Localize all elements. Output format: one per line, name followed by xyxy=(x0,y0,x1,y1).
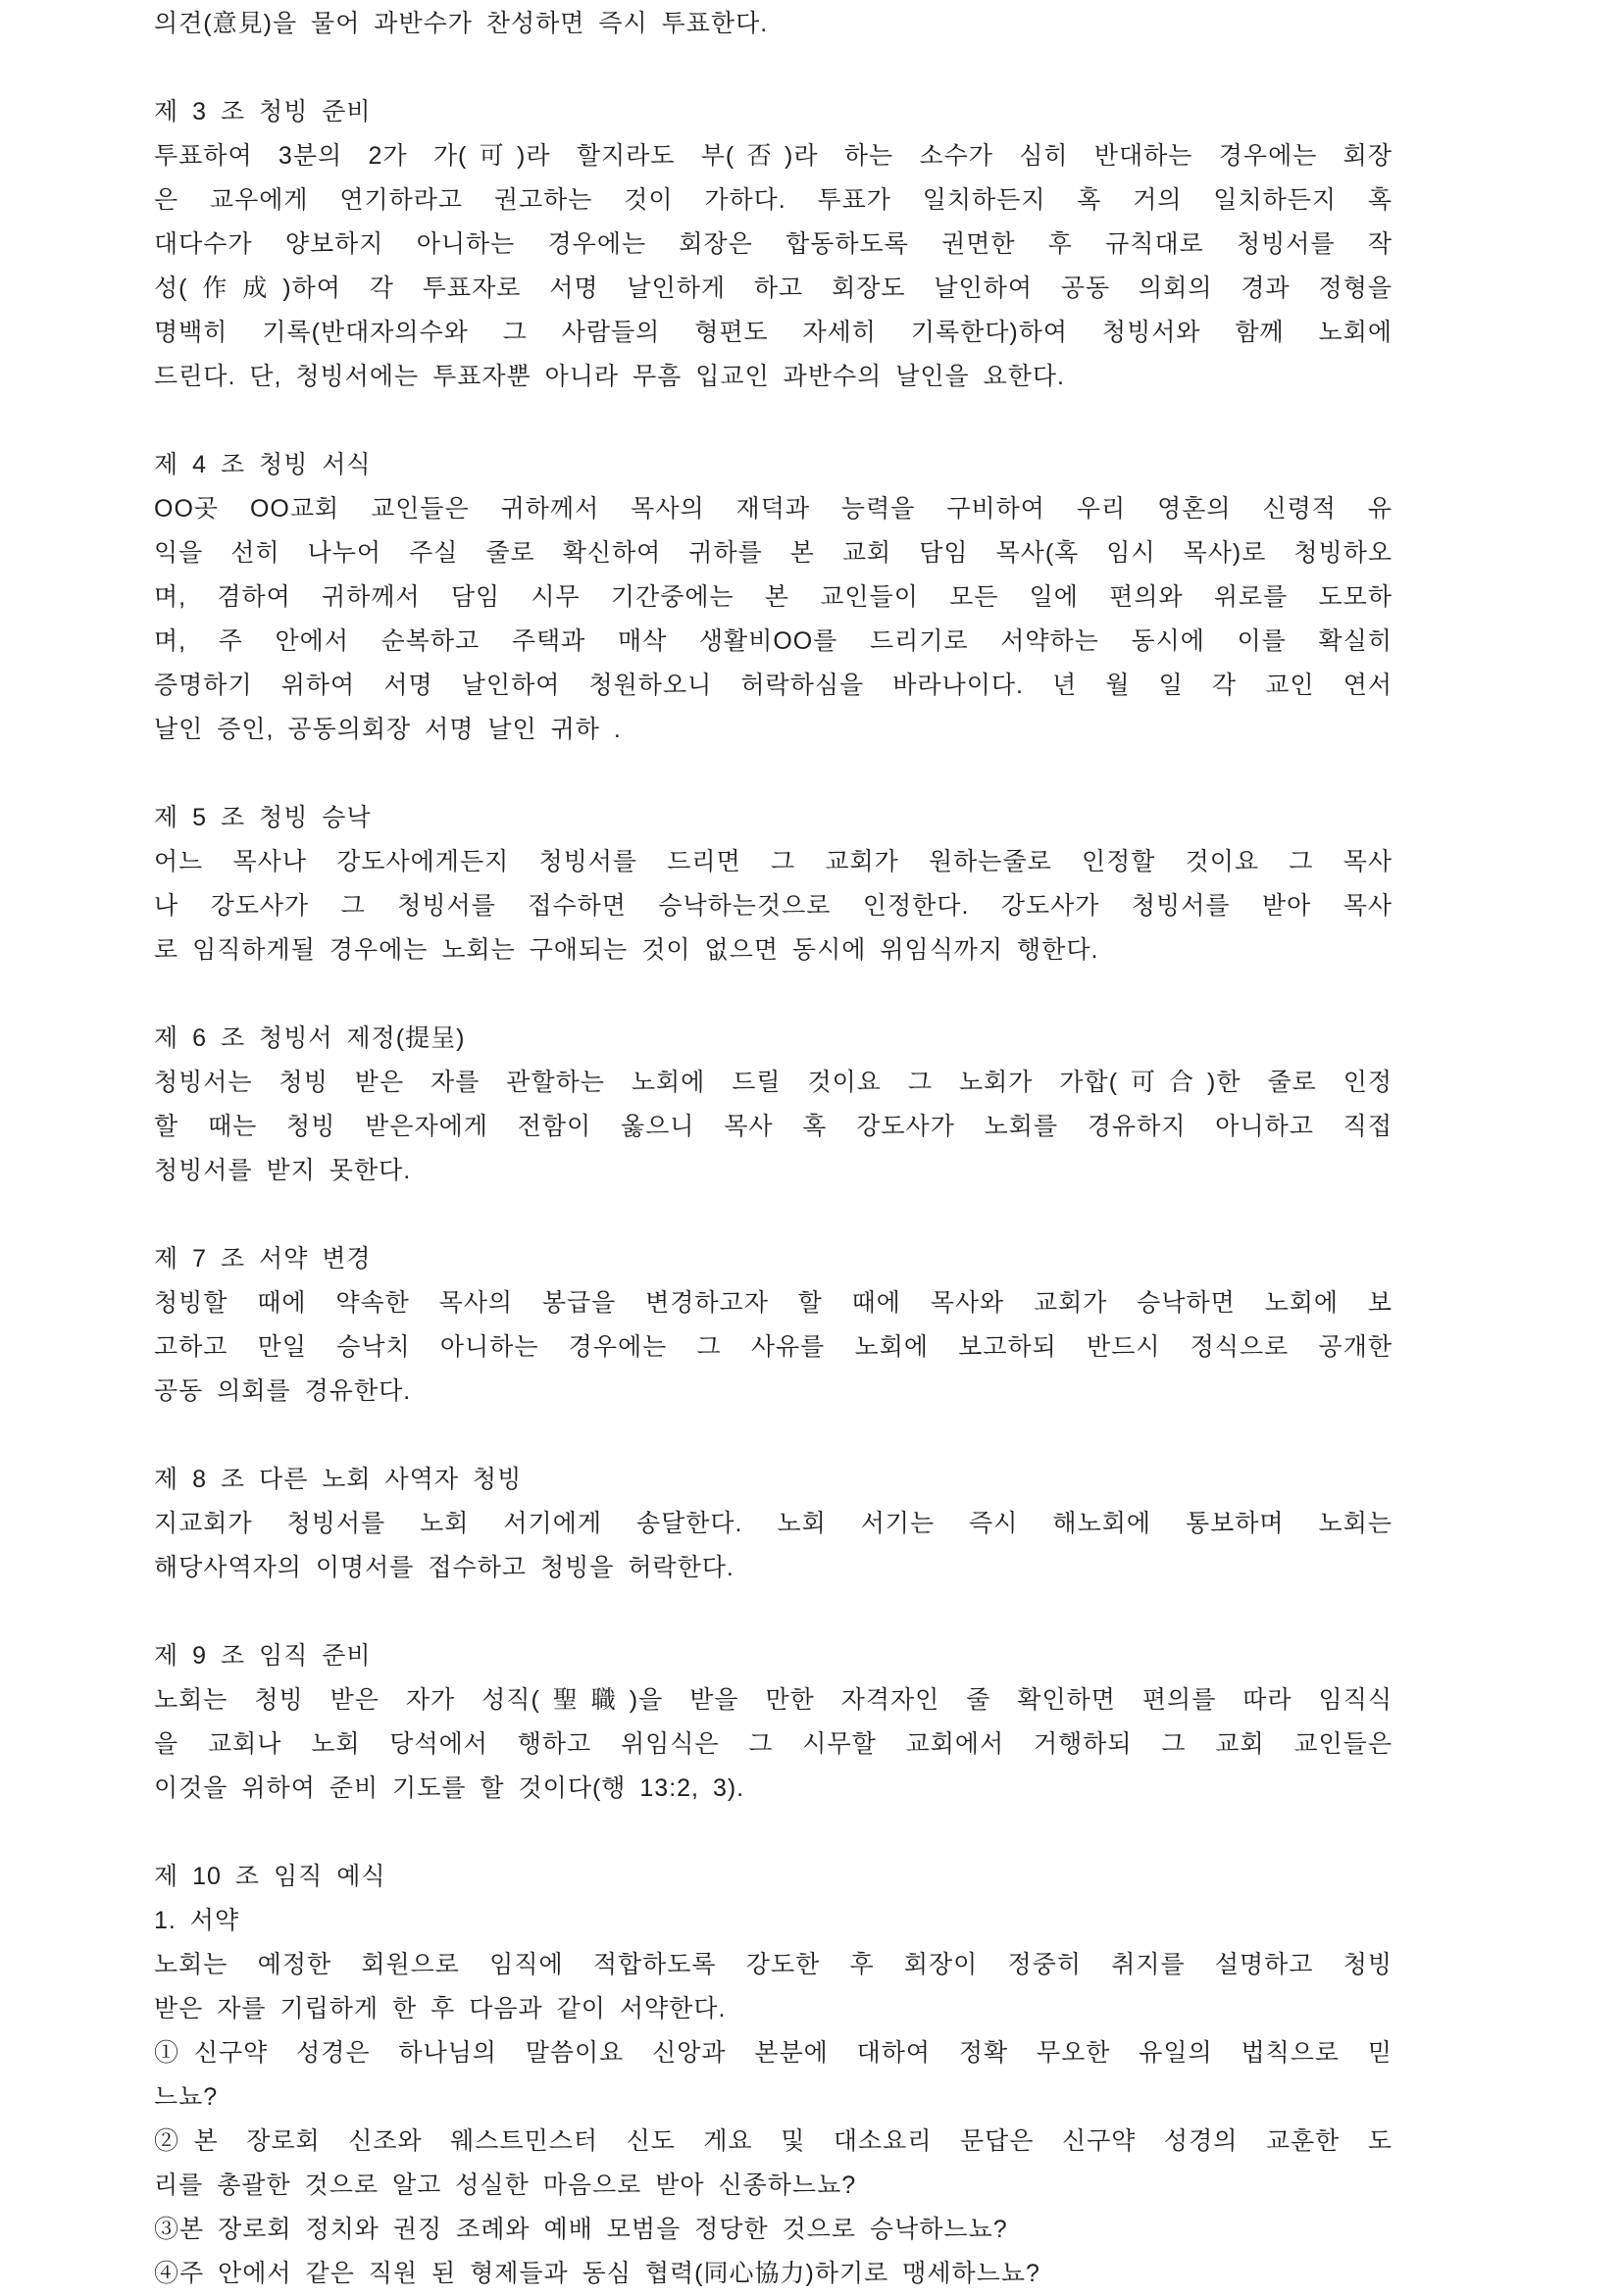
text-line: 청빙할 때에 약속한 목사의 봉급을 변경하고자 할 때에 목사와 교회가 승낙하면 노회에 보 xyxy=(154,1289,1393,1317)
text-line: 해당사역자의 이명서를 접수하고 청빙을 허락한다. xyxy=(154,1554,735,1581)
article-heading: 제 5 조 청빙 승낙 xyxy=(154,804,372,831)
text-line: ④주 안에서 같은 직원 된 형제들과 동심 협력(同心協力)하기로 맹세하느뇨? xyxy=(154,2260,1040,2287)
text-line: 지교회가 청빙서를 노회 서기에게 송달한다. 노회 서기는 즉시 해노회에 통보하며 노회는 xyxy=(154,1510,1393,1537)
text-line: 공동 의회를 경유한다. xyxy=(154,1377,412,1405)
text-line: 며, 겸하여 귀하께서 담임 시무 기간중에는 본 교인들이 모든 일에 편의와 위로를 도모하 xyxy=(154,583,1393,611)
text-line: 어느 목사나 강도사에게든지 청빙서를 드리면 그 교회가 원하는줄로 인정할 것이요 그 목사 xyxy=(154,848,1393,875)
paragraph xyxy=(154,1855,1393,2296)
text-line: 명백히 기록(반대자의수와 그 사람들의 형편도 자세히 기록한다)하여 청빙서와 함께 노회에 xyxy=(154,319,1393,346)
text-line: 청빙서는 청빙 받은 자를 관할하는 노회에 드릴 것이요 그 노회가 가합(可合)한 줄로 인정 xyxy=(154,1069,1393,1096)
article-heading: 제 9 조 임직 준비 xyxy=(154,1642,372,1670)
paragraph xyxy=(154,90,1393,399)
paragraph xyxy=(154,443,1393,752)
paragraph xyxy=(154,1017,1393,1193)
text-line: 노회는 청빙 받은 자가 성직(聖職)을 받을 만한 자격자인 줄 확인하면 편의를 따라 임직식 xyxy=(154,1686,1393,1714)
text-line: 대다수가 양보하지 아니하는 경우에는 회장은 합동하도록 권면한 후 규칙대로 청빙서를 작 xyxy=(154,230,1393,258)
text-line: ③본 장로회 정치와 권징 조례와 예배 모범을 정당한 것으로 승낙하느뇨? xyxy=(154,2216,1008,2243)
text-line: 로 임직하게될 경우에는 노회는 구애되는 것이 없으면 동시에 위임식까지 행한다. xyxy=(154,936,1099,964)
text-line: 이것을 위하여 준비 기도를 할 것이다(행 13:2, 3). xyxy=(154,1774,745,1802)
text-line: 익을 선히 나누어 주실 줄로 확신하여 귀하를 본 교회 담임 목사(혹 임시 목사)로 청빙하오 xyxy=(154,539,1393,567)
article-heading: 제 7 조 서약 변경 xyxy=(154,1245,372,1273)
text-line: 날인 증인, 공동의회장 서명 날인 귀하 . xyxy=(154,716,622,743)
paragraph xyxy=(154,1634,1393,1811)
text-line: 1. 서약 xyxy=(154,1907,240,1934)
paragraph xyxy=(154,1237,1393,1414)
text-line: 리를 총괄한 것으로 알고 성실한 마음으로 받아 신종하느뇨? xyxy=(154,2171,857,2199)
text-line: 은 교우에게 연기하라고 권고하는 것이 가하다. 투표가 일치하든지 혹 거의 일치하든지 혹 xyxy=(154,186,1393,214)
text-line: 나 강도사가 그 청빙서를 접수하면 승낙하는것으로 인정한다. 강도사가 청빙서를 받아 목사 xyxy=(154,892,1393,920)
text-line: 성(作成)하여 각 투표자로 서명 날인하게 하고 회장도 날인하여 공동 의회의 경과 정형을 xyxy=(154,275,1393,302)
text-line: 드린다. 단, 청빙서에는 투표자뿐 아니라 무흠 입교인 과반수의 날인을 요한다. xyxy=(154,363,1066,390)
article-heading: 제 4 조 청빙 서식 xyxy=(154,451,372,478)
text-line: 청빙서를 받지 못한다. xyxy=(154,1157,412,1184)
text-line: 느뇨? xyxy=(154,2083,219,2111)
text-line: 고하고 만일 승낙치 아니하는 경우에는 그 사유를 노회에 보고하되 반드시 정식으로 공개한 xyxy=(154,1333,1393,1361)
text-line: 의견(意見)을 물어 과반수가 찬성하면 즉시 투표한다. xyxy=(154,10,769,37)
text-line: ②본 장로회 신조와 웨스트민스터 신도 게요 및 대소요리 문답은 신구약 성경의 교훈한 도 xyxy=(154,2127,1393,2155)
text-line: 받은 자를 기립하게 한 후 다음과 같이 서약한다. xyxy=(154,1995,727,2022)
text-line: ①신구약 성경은 하나님의 말씀이요 신앙과 본분에 대하여 정확 무오한 유일의 법칙으로 믿 xyxy=(154,2039,1393,2067)
text-line: 할 때는 청빙 받은자에게 전함이 옳으니 목사 혹 강도사가 노회를 경유하지 아니하고 직접 xyxy=(154,1113,1393,1140)
article-heading: 제 3 조 청빙 준비 xyxy=(154,98,372,125)
text-line: 을 교회나 노회 당석에서 행하고 위임식은 그 시무할 교회에서 거행하되 그 교회 교인들은 xyxy=(154,1730,1393,1758)
text-line: 증명하기 위하여 서명 날인하여 청원하오니 허락하심을 바라나이다. 년 월 일 각 교인 연서 xyxy=(154,672,1393,699)
text-line: 며, 주 안에서 순복하고 주택과 매삭 생활비OO를 드리기로 서약하는 동시에 이를 확실히 xyxy=(154,627,1393,655)
paragraph xyxy=(154,2,1393,46)
text-line: 투표하여 3분의 2가 가(可)라 할지라도 부(否)라 하는 소수가 심히 반대하는 경우에는 회장 xyxy=(154,142,1393,170)
paragraph xyxy=(154,796,1393,973)
article-heading: 제 6 조 청빙서 제정(提呈) xyxy=(154,1024,466,1052)
text-line: 노회는 예정한 회원으로 임직에 적합하도록 강도한 후 회장이 정중히 취지를 설명하고 청빙 xyxy=(154,1951,1393,1978)
article-heading: 제 10 조 임직 예식 xyxy=(154,1863,386,1890)
article-heading: 제 8 조 다른 노회 사역자 청빙 xyxy=(154,1466,523,1493)
text-line: OO곳 OO교회 교인들은 귀하께서 목사의 재덕과 능력을 구비하여 우리 영혼의 신령적 유 xyxy=(154,495,1393,523)
paragraph xyxy=(154,1458,1393,1590)
